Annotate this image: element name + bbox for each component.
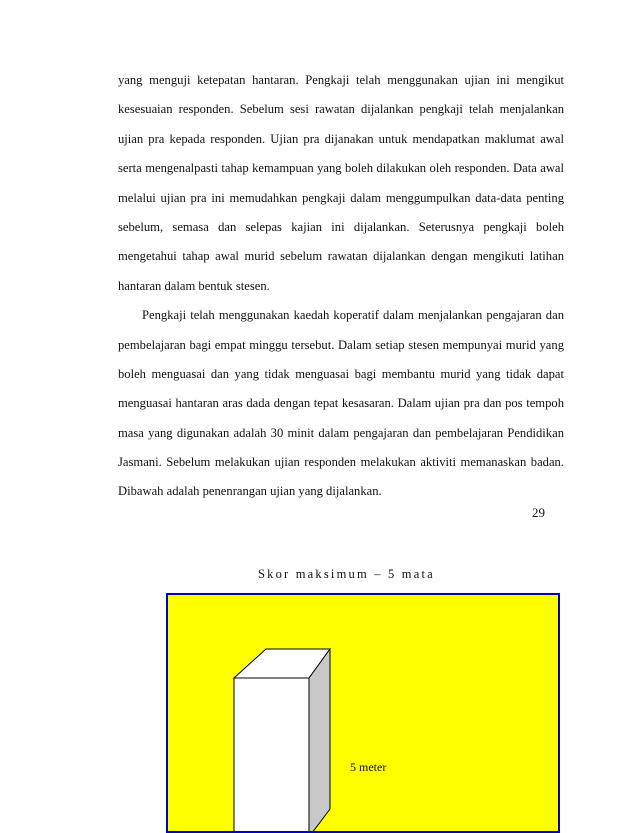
text-line: sebelum, semasa dan selepas kajian ini dijalankan. Seterusnya pengkaji boleh <box>118 219 564 234</box>
text-line: yang menguji ketepatan hantaran. Pengkaji telah menggunakan ujian ini mengikut <box>118 73 564 87</box>
distance-label: 5 meter <box>350 760 387 774</box>
text-line: mengetahui tahap awal murid sebelum rawatan dijalankan dengan mengikuti latihan <box>118 249 564 264</box>
text-line: kesesuaian responden. Sebelum sesi rawatan dijalankan pengkaji telah menjalankan <box>118 102 564 117</box>
box-illustration <box>168 595 558 831</box>
text-line: Dibawah adalah penenrangan ujian yang dijalankan. <box>118 484 382 499</box>
text-line: melalui ujian pra ini memudahkan pengkaji dalam menggumpulkan data-data penting <box>118 190 564 205</box>
text-line: Jasmani. Sebelum melakukan ujian responden melakukan aktiviti memanaskan badan. <box>118 455 564 470</box>
body-text <box>118 66 564 507</box>
figure-title: Skor maksimum – 5 mata <box>258 567 435 581</box>
text-line: hantaran dalam bentuk stesen. <box>118 278 270 293</box>
figure-diagram <box>166 593 560 833</box>
text-line: ujian pra kepada responden. Ujian pra dijanakan untuk mendapatkan maklumat awal <box>118 131 564 146</box>
text-line: boleh menguasai dan yang tidak menguasai bagi membantu murid yang tidak dapat <box>118 366 564 381</box>
text-line: menguasai hantaran aras dada dengan tepat kesasaran. Dalam ujian pra dan pos tempoh <box>118 396 564 411</box>
text-line: masa yang digunakan adalah 30 minit dalam pengajaran dan pembelajaran Pendidikan <box>118 425 564 440</box>
text-line: pembelajaran bagi empat minggu tersebut. Dalam setiap stesen mempunyai murid yang <box>118 337 564 352</box>
box-side-face <box>309 649 330 831</box>
page-number: 29 <box>532 505 545 520</box>
box-front-face <box>234 678 309 831</box>
text-line: serta mengenalpasti tahap kemampuan yang boleh dilakukan oleh responden. Data awal <box>118 161 564 176</box>
text-line: Pengkaji telah menggunakan kaedah koperatif dalam menjalankan pengajaran dan <box>142 308 564 323</box>
